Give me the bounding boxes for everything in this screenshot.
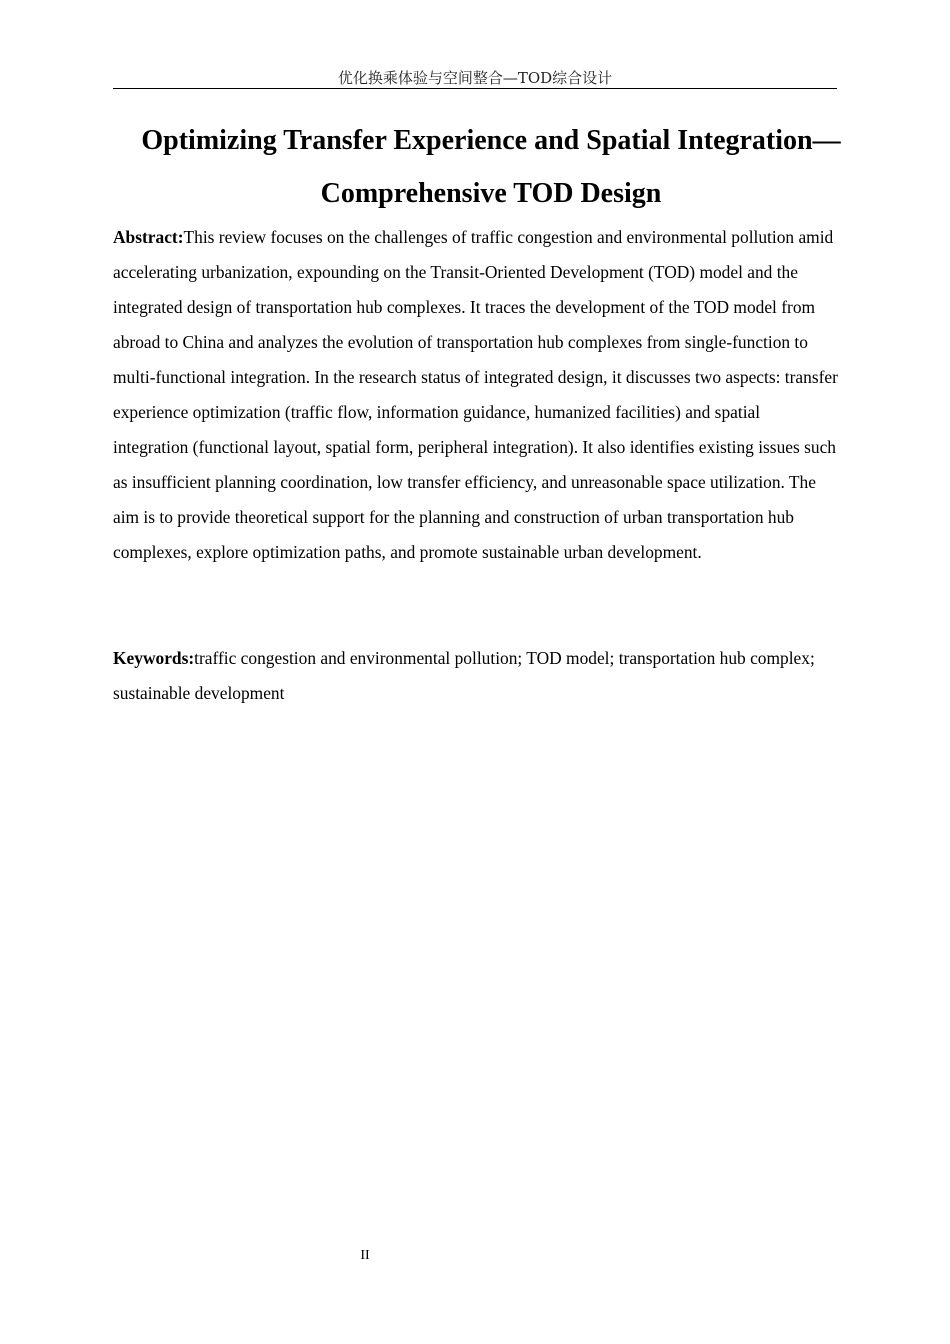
paper-title: Optimizing Transfer Experience and Spatial Integration—Comprehensive TOD Design [141, 125, 841, 209]
keywords-paragraph [113, 641, 839, 711]
keywords-text: traffic congestion and environmental pollution; TOD model; transportation hub complex; sustainable development [113, 648, 815, 703]
abstract-paragraph [113, 220, 839, 570]
keywords-label: Keywords: [113, 648, 195, 668]
running-header: 优化换乘体验与空间整合—TOD综合设计 [337, 69, 613, 87]
header-rule [113, 88, 837, 89]
abstract-label: Abstract: [113, 227, 184, 247]
page-number: II [360, 1248, 370, 1263]
abstract-text: This review focuses on the challenges of traffic congestion and environmental pollution amid accelerating urbanization, expounding on the Transit-Oriented Development (TOD) model and the integrated design of transportation hub complexes. It traces the development of the TOD model from abroad to China and analyzes the evolution of transportation hub complexes from single-function to multi-functional integration. In the research status of integrated design, it discusses two aspects: transfer experience optimization (traffic flow, information guidance, humanized facilities) and spatial integration (functional layout, spatial form, peripheral integration). It also identifies existing issues such as insufficient planning coordination, low transfer efficiency, and unreasonable space utilization. The aim is to provide theoretical support for the planning and construction of urban transportation hub complexes, explore optimization paths, and promote sustainable urban development. [113, 227, 838, 562]
